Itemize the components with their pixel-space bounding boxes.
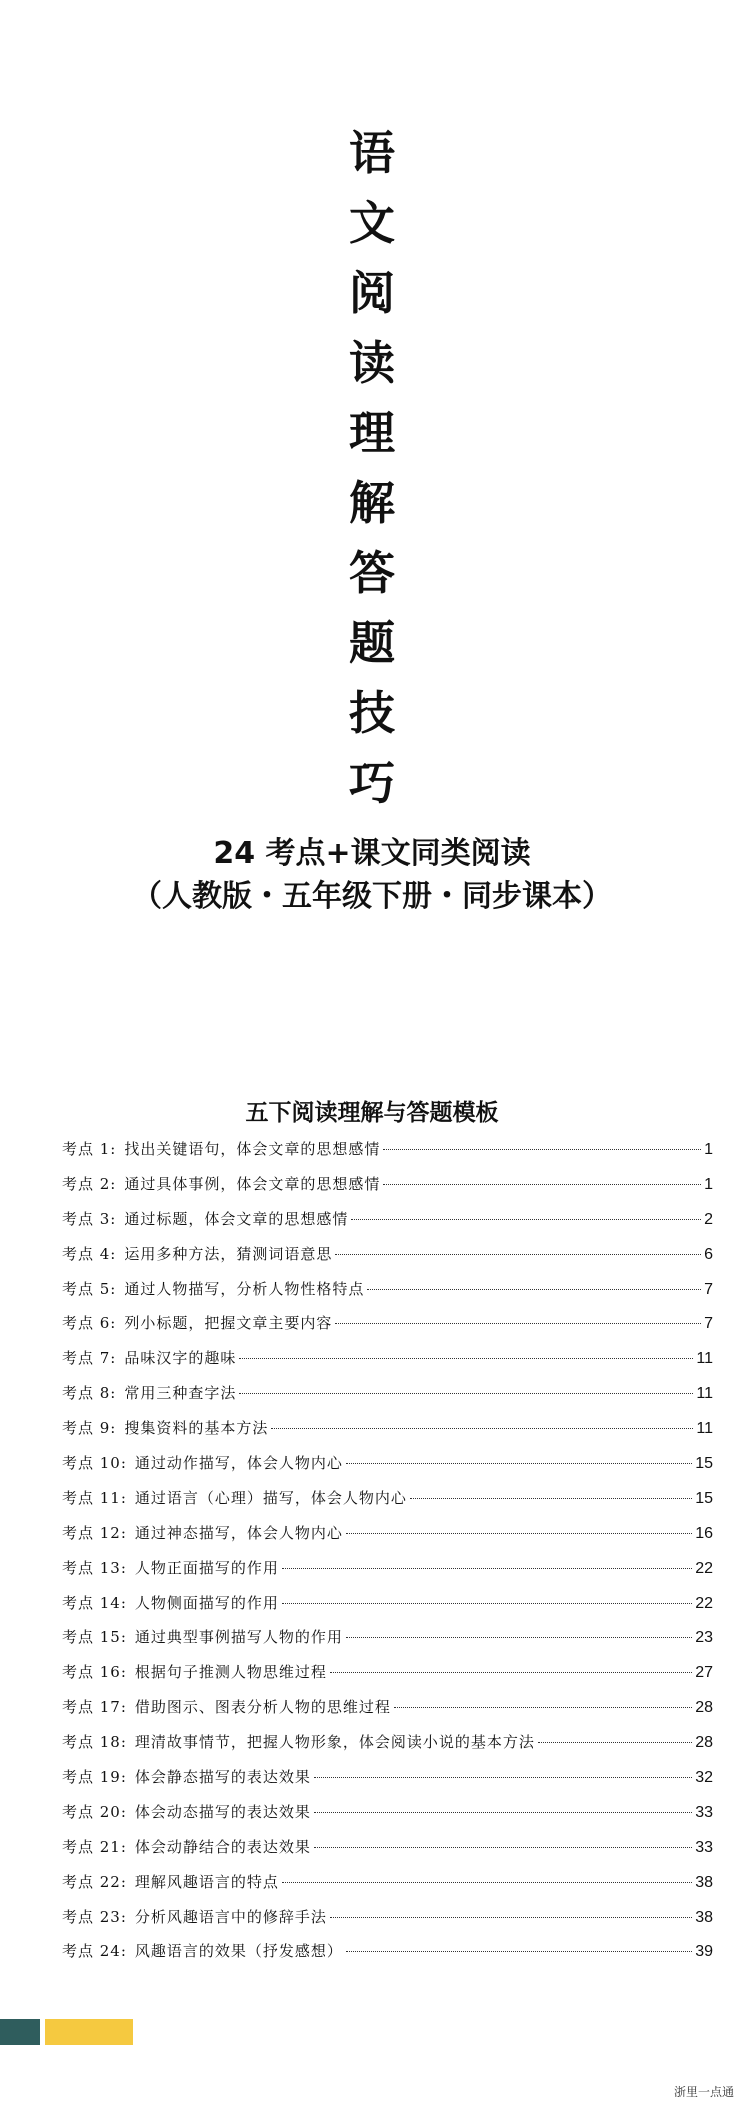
toc-entry-title: 体会静态描写的表达效果 <box>134 1768 311 1787</box>
toc-entry-title: 人物正面描写的作用 <box>134 1558 279 1577</box>
toc-leader-dots <box>346 1533 692 1534</box>
toc-entry-title: 分析风趣语言中的修辞手法 <box>134 1907 327 1926</box>
toc-leader-dots <box>330 1917 692 1918</box>
toc-leader-dots <box>314 1777 692 1778</box>
toc-entry-label: 考点 13: <box>62 1558 127 1577</box>
toc-entry-page: 22 <box>695 1559 713 1577</box>
toc-entry-title: 品味汉字的趣味 <box>124 1349 237 1368</box>
toc-entry-page: 7 <box>704 1315 713 1333</box>
toc-entry-label: 考点 3: <box>62 1209 117 1228</box>
toc-entry[interactable] <box>62 1487 713 1522</box>
toc-leader-dots <box>346 1951 692 1952</box>
toc-entry-label: 考点 21: <box>62 1837 127 1856</box>
toc-entry-page: 2 <box>704 1210 713 1228</box>
toc-entry[interactable] <box>62 1138 713 1173</box>
toc-entry-label: 考点 2: <box>62 1174 117 1193</box>
toc-entry-label: 考点 15: <box>62 1628 127 1647</box>
toc-leader-dots <box>335 1323 701 1324</box>
toc-entry[interactable] <box>62 1626 713 1661</box>
toc-leader-dots <box>346 1637 692 1638</box>
toc-leader-dots <box>314 1812 692 1813</box>
footer-brand: 浙里一点通 <box>673 2085 734 2099</box>
toc-entry-title: 体会动态描写的表达效果 <box>134 1802 311 1821</box>
toc-entry-page: 11 <box>696 1420 713 1438</box>
toc-entry-title: 理清故事情节，把握人物形象，体会阅读小说的基本方法 <box>134 1733 535 1752</box>
title-char: 题 <box>349 616 395 670</box>
toc-entry-title: 人物侧面描写的作用 <box>134 1593 279 1612</box>
toc-entry-label: 考点 12: <box>62 1523 127 1542</box>
toc-entry-page: 15 <box>695 1489 713 1507</box>
toc-leader-dots <box>410 1498 692 1499</box>
toc-entry[interactable] <box>62 1312 713 1347</box>
toc-entry[interactable] <box>62 1836 713 1871</box>
toc-entry-label: 考点 19: <box>62 1768 127 1787</box>
toc-entry[interactable] <box>62 1940 713 1975</box>
title-char: 理 <box>349 406 395 460</box>
toc-entry-label: 考点 16: <box>62 1663 127 1682</box>
title-char: 语 <box>349 126 395 180</box>
toc-entry-label: 考点 11: <box>62 1488 127 1507</box>
toc-leader-dots <box>538 1742 692 1743</box>
toc-leader-dots <box>351 1219 701 1220</box>
toc-entry[interactable] <box>62 1661 713 1696</box>
decor-bar-yellow <box>45 2019 133 2045</box>
toc-entry[interactable] <box>62 1801 713 1836</box>
toc-entry-page: 11 <box>696 1385 713 1403</box>
toc-entry-title: 列小标题，把握文章主要内容 <box>124 1314 333 1333</box>
title-char: 答 <box>349 546 395 600</box>
toc-leader-dots <box>367 1289 701 1290</box>
toc-entry[interactable] <box>62 1208 713 1243</box>
toc-entry[interactable] <box>62 1906 713 1941</box>
toc-entry-label: 考点 1: <box>62 1140 117 1158</box>
toc-entry-label: 考点 10: <box>62 1454 127 1473</box>
toc-entry-page: 15 <box>695 1455 713 1473</box>
toc-leader-dots <box>282 1882 692 1883</box>
toc-entry-label: 考点 5: <box>62 1279 117 1298</box>
toc-entry-page: 16 <box>695 1524 713 1542</box>
title-char: 文 <box>349 196 395 250</box>
toc-leader-dots <box>394 1707 692 1708</box>
toc-entry-title: 根据句子推测人物思维过程 <box>134 1663 327 1682</box>
toc-leader-dots <box>346 1463 692 1464</box>
toc-entry-page: 7 <box>704 1280 713 1298</box>
toc-entry-page: 22 <box>695 1594 713 1612</box>
toc-entry-label: 考点 9: <box>62 1419 117 1438</box>
toc-entry[interactable] <box>62 1766 713 1801</box>
toc-entry-page: 23 <box>695 1629 713 1647</box>
toc-entry-title: 通过人物描写，分析人物性格特点 <box>124 1279 365 1298</box>
toc-heading: 五下阅读理解与答题模板 <box>245 1099 499 1126</box>
toc-entry-page: 11 <box>696 1350 713 1368</box>
toc-entry-title: 通过标题，体会文章的思想感情 <box>124 1209 349 1228</box>
toc-entry-title: 通过神态描写，体会人物内心 <box>134 1523 343 1542</box>
title-char: 巧 <box>349 756 395 810</box>
toc-entry-label: 考点 14: <box>62 1593 127 1612</box>
vertical-title <box>322 118 422 818</box>
title-char: 解 <box>349 476 395 530</box>
toc-entry-page: 6 <box>704 1245 713 1263</box>
toc-leader-dots <box>330 1672 692 1673</box>
toc-entry[interactable] <box>62 1731 713 1766</box>
subtitle-line-2: （人教版・五年级下册・同步课本） <box>132 879 612 914</box>
toc-entry-label: 考点 4: <box>62 1244 117 1263</box>
toc-leader-dots <box>282 1568 692 1569</box>
toc-entry-label: 考点 17: <box>62 1698 127 1717</box>
toc-entry-label: 考点 7: <box>62 1349 117 1368</box>
toc-entry-label: 考点 18: <box>62 1733 127 1752</box>
toc-entry-title: 找出关键语句，体会文章的思想感情 <box>124 1140 381 1158</box>
toc-entry-title: 理解风趣语言的特点 <box>134 1872 279 1891</box>
toc-entry[interactable] <box>62 1522 713 1557</box>
toc-entry-title: 常用三种查字法 <box>124 1384 237 1403</box>
toc-leader-dots <box>271 1428 693 1429</box>
toc-entry-title: 通过典型事例描写人物的作用 <box>134 1628 343 1647</box>
toc-entry-page: 38 <box>695 1873 713 1891</box>
toc-leader-dots <box>314 1847 692 1848</box>
toc-entry-page: 39 <box>695 1943 713 1961</box>
toc-entry[interactable] <box>62 1382 713 1417</box>
toc-entry[interactable] <box>62 1417 713 1452</box>
toc-entry[interactable] <box>62 1347 713 1382</box>
toc-entry[interactable] <box>62 1243 713 1278</box>
table-of-contents <box>62 1138 713 1975</box>
toc-entry-label: 考点 6: <box>62 1314 117 1333</box>
subtitle-line-1: 24 考点+课文同类阅读 <box>213 836 531 871</box>
toc-leader-dots <box>239 1393 693 1394</box>
toc-leader-dots <box>383 1184 701 1185</box>
title-char: 读 <box>349 336 395 390</box>
decor-bar-teal <box>0 2019 40 2045</box>
toc-entry-label: 考点 23: <box>62 1907 127 1926</box>
toc-entry-page: 33 <box>695 1803 713 1821</box>
toc-entry[interactable] <box>62 1871 713 1906</box>
toc-entry-page: 1 <box>704 1175 713 1193</box>
toc-entry-title: 风趣语言的效果（抒发感想） <box>134 1942 343 1961</box>
toc-entry[interactable] <box>62 1592 713 1627</box>
toc-leader-dots <box>239 1358 693 1359</box>
toc-leader-dots <box>383 1149 701 1150</box>
toc-leader-dots <box>335 1254 701 1255</box>
toc-entry[interactable] <box>62 1696 713 1731</box>
toc-entry-title: 运用多种方法，猜测词语意思 <box>124 1244 333 1263</box>
toc-entry-page: 27 <box>695 1664 713 1682</box>
toc-entry-label: 考点 8: <box>62 1384 117 1403</box>
toc-entry-title: 体会动静结合的表达效果 <box>134 1837 311 1856</box>
toc-entry-label: 考点 24: <box>62 1942 127 1961</box>
toc-entry-page: 38 <box>695 1908 713 1926</box>
toc-entry-title: 借助图示、图表分析人物的思维过程 <box>134 1698 391 1717</box>
toc-entry[interactable] <box>62 1278 713 1313</box>
toc-entry-title: 通过语言（心理）描写，体会人物内心 <box>134 1488 407 1507</box>
toc-entry-label: 考点 22: <box>62 1872 127 1891</box>
toc-entry-label: 考点 20: <box>62 1802 127 1821</box>
toc-leader-dots <box>282 1603 692 1604</box>
toc-entry[interactable] <box>62 1452 713 1487</box>
toc-entry-page: 33 <box>695 1838 713 1856</box>
toc-entry-page: 28 <box>695 1734 713 1752</box>
toc-entry[interactable] <box>62 1173 713 1208</box>
toc-entry[interactable] <box>62 1557 713 1592</box>
toc-entry-title: 通过具体事例，体会文章的思想感情 <box>124 1174 381 1193</box>
toc-entry-title: 通过动作描写，体会人物内心 <box>134 1454 343 1473</box>
title-char: 技 <box>349 686 395 740</box>
toc-entry-page: 28 <box>695 1699 713 1717</box>
toc-entry-page: 1 <box>704 1141 713 1158</box>
toc-entry-title: 搜集资料的基本方法 <box>124 1419 269 1438</box>
toc-entry-page: 32 <box>695 1769 713 1787</box>
title-char: 阅 <box>349 266 395 320</box>
